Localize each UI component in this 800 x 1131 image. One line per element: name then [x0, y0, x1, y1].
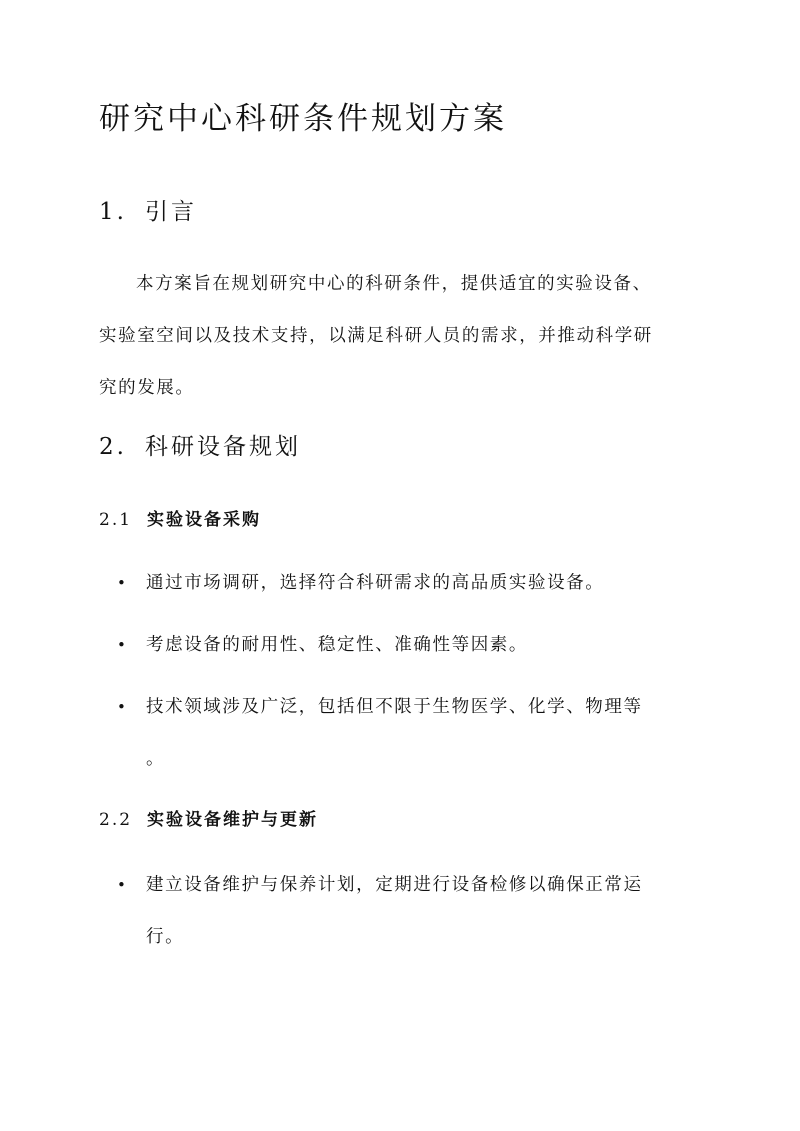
list-item-text: 技术领域涉及广泛，包括但不限于生物医学、化学、物理等 — [146, 697, 643, 717]
subsection-number: 2.2 — [99, 810, 133, 830]
section-heading-introduction — [99, 195, 197, 229]
section-title: 引言 — [145, 199, 197, 225]
subsection-title: 实验设备维护与更新 — [147, 810, 318, 830]
paragraph-line: 究的发展。 — [99, 378, 195, 398]
list-item-text: 通过市场调研，选择符合科研需求的高品质实验设备。 — [146, 573, 605, 593]
paragraph-line: 本方案旨在规划研究中心的科研条件，提供适宜的实验设备、 — [136, 274, 652, 294]
section-number: 2. — [99, 434, 127, 460]
bullet-icon: • — [117, 876, 128, 894]
bullet-icon: • — [117, 636, 128, 654]
paragraph-line: 实验室空间以及技术支持，以满足科研人员的需求，并推动科学研 — [99, 326, 653, 346]
bullet-icon: • — [117, 574, 128, 592]
document-title: 研究中心科研条件规划方案 — [99, 101, 507, 137]
list-item — [117, 681, 707, 785]
bullet-icon: • — [117, 698, 128, 716]
list-item-text: 。 — [146, 749, 166, 769]
section-number: 1. — [99, 199, 127, 225]
subsection-heading-maintenance — [99, 807, 318, 833]
list-item — [117, 619, 707, 671]
list-item — [117, 557, 707, 609]
subsection-title: 实验设备采购 — [147, 510, 261, 530]
section-title: 科研设备规划 — [145, 434, 301, 460]
list-item-text: 建立设备维护与保养计划，定期进行设备检修以确保正常运 — [146, 875, 643, 895]
introduction-paragraph — [99, 258, 704, 414]
section-heading-equipment-planning — [99, 430, 301, 464]
list-item — [117, 859, 707, 963]
subsection-number: 2.1 — [99, 510, 133, 530]
list-item-text: 考虑设备的耐用性、稳定性、准确性等因素。 — [146, 635, 528, 655]
list-item-text: 行。 — [146, 927, 185, 947]
subsection-heading-procurement — [99, 507, 261, 533]
